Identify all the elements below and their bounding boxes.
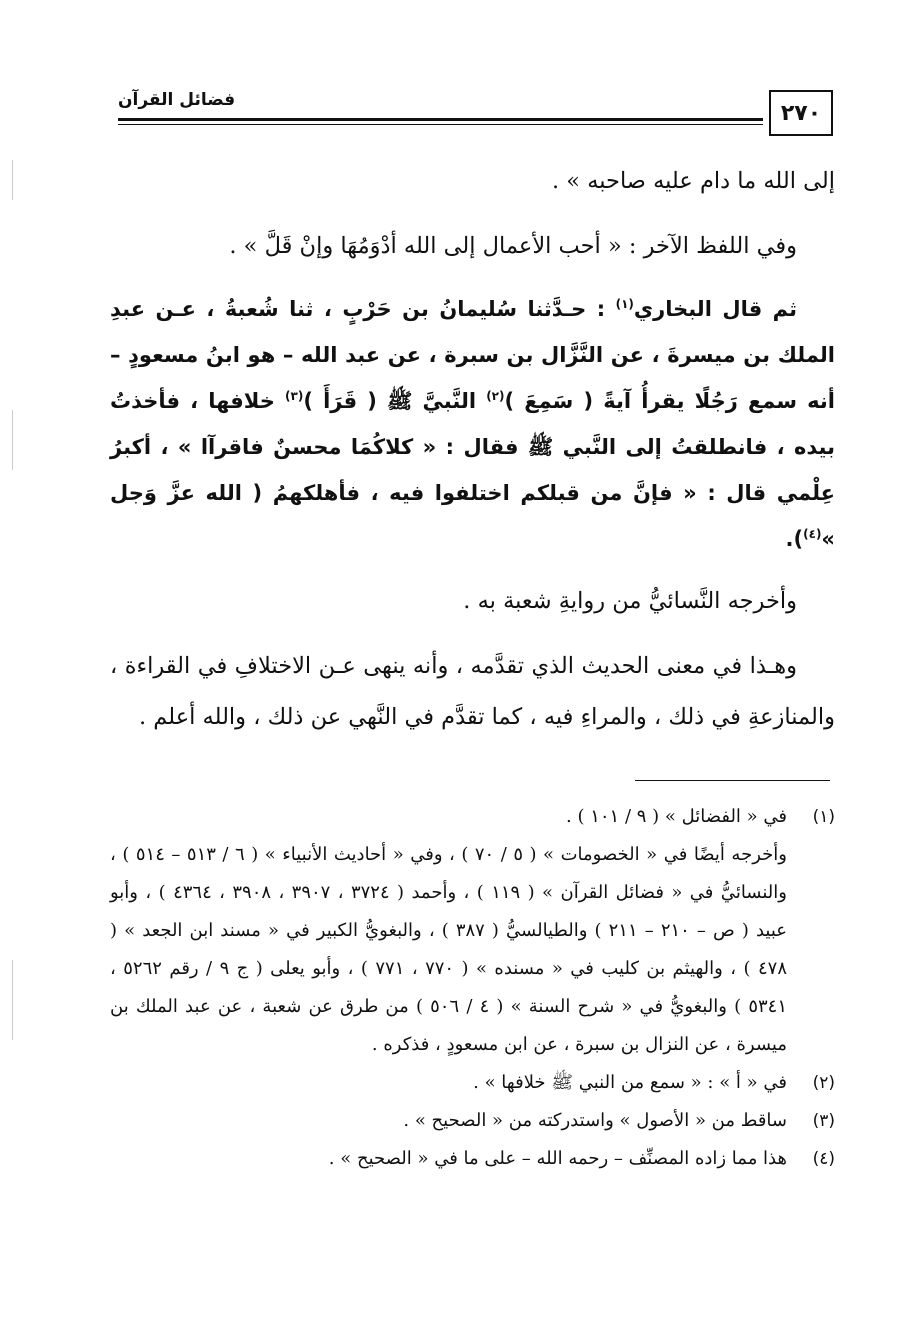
hadith-text-d: خلافها ، فأخذتُ بيده ، فانطلقتُ إلى النَّبي ﷺ فقال : « كلاكُمَا محسنٌ فاقرآا » ، أكبرُ عِلْمي قال : « فإنَّ من قبلكم اختلفوا فيه ، فأهلكهمُ ( الله عزَّ وَجل » xyxy=(110,389,835,551)
footnote-number: (٣) xyxy=(812,1111,835,1131)
footnote-number: (٤) xyxy=(812,1149,835,1169)
scan-edge-mark xyxy=(12,410,13,470)
footnote-item xyxy=(110,1140,835,1178)
footnote-number: (١) xyxy=(812,807,835,827)
paragraph-2: وفي اللفظ الآخر : « أحب الأعمال إلى الله أدْوَمُهَا وإنْ قَلَّ » . xyxy=(229,233,797,259)
header-rule-thick xyxy=(118,118,763,121)
paragraph-4: وأخرجه النَّسائيُّ من روايةِ شعبة به . xyxy=(463,588,797,614)
hadith-text-a: ثم قال البخاري xyxy=(633,297,798,321)
footnote-text: في « أ » : « سمع من النبي ﷺ خلافها » . xyxy=(473,1072,787,1093)
footnote-item xyxy=(110,1102,835,1140)
footnote-ref-4: (٤) xyxy=(803,527,822,541)
footnote-number: (٢) xyxy=(812,1073,835,1093)
paragraph-1: إلى الله ما دام عليه صاحبه » . xyxy=(551,168,835,194)
footnote-text: في « الفضائل » ( ٩ / ١٠١ ) . وأخرجه أيضًا في « الخصومات » ( ٥ / ٧٠ ) ، وفي « أحاديث الأنبياء » ( ٦ / ٥١٣ – ٥١٤ ) ، والنسائيُّ في « فضائل القرآن » ( ١١٩ ) ، وأحمد ( ٣٧٢٤ ، ٣٩٠٧ ، ٣٩٠٨ ، ٤٣٦٤ ) ، وأبو عبيد ( ص – ٢١٠ – ٢١١ ) والطيالسيُّ ( ٣٨٧ ) ، والبغويُّ الكبير في « مسند ابن الجعد » ( ٤٧٨ ) ، والهيثم بن كليب في « مسنده » ( ٧٧٠ ، ٧٧١ ) ، وأبو يعلى ( ج ٩ / رقم ٥٢٦٢ ، ٥٣٤١ ) والبغويُّ في « شرح السنة » ( ٤ / ٥٠٦ ) من طرق عن شعبة ، عن عبد الملك بن ميسرة ، عن النزال بن سبرة ، عن ابن مسعودٍ ، فذكره . xyxy=(110,806,788,1055)
paragraph-5: وهـذا في معنى الحديث الذي تقدَّمه ، وأنه ينهى عـن الاختلافِ في القراءة ، والمنازعةِ في ذلك ، والمراءِ فيه ، كما تقدَّم في النَّهي عن ذلك ، والله أعلم . xyxy=(110,653,835,730)
footnote-separator xyxy=(635,780,830,781)
main-text xyxy=(110,156,835,757)
page-number: ٢٧٠ xyxy=(769,90,833,136)
scan-edge-mark xyxy=(12,160,13,200)
footnote-text: هذا مما زاده المصنِّف – رحمه الله – على ما في « الصحيح » . xyxy=(328,1148,787,1169)
header-rule-thin xyxy=(118,124,763,125)
footnote-ref-1: (١) xyxy=(615,297,634,311)
footnote-item xyxy=(110,798,835,1064)
footnote-ref-2: (٢) xyxy=(486,389,505,403)
hadith-paragraph xyxy=(110,286,835,562)
footnote-item xyxy=(110,1064,835,1102)
footnotes xyxy=(110,798,835,1178)
hadith-text-b: : حـدَّثنا سُليمانُ بن حَرْبٍ ، ثنا شُعبةُ ، عـن عبدِ الملك بن ميسرةَ ، عن النَّزَّال بن سبرة ، عن عبد الله – هو ابنُ مسعودٍ – أنه سمع رَجُلًا يقرأُ آيةً ( سَمِعَ ) xyxy=(110,297,836,413)
footnote-text: ساقط من « الأصول » واستدركته من « الصحيح » . xyxy=(403,1110,787,1131)
running-title: فضائل القرآن xyxy=(118,90,236,110)
footnote-ref-3: (٣) xyxy=(285,389,304,403)
hadith-text-c: النَّبيَّ ﷺ ( قَرَأَ ) xyxy=(303,389,487,413)
scan-edge-mark xyxy=(12,960,13,1040)
page-header xyxy=(118,86,833,146)
hadith-text-e: ). xyxy=(785,527,804,551)
